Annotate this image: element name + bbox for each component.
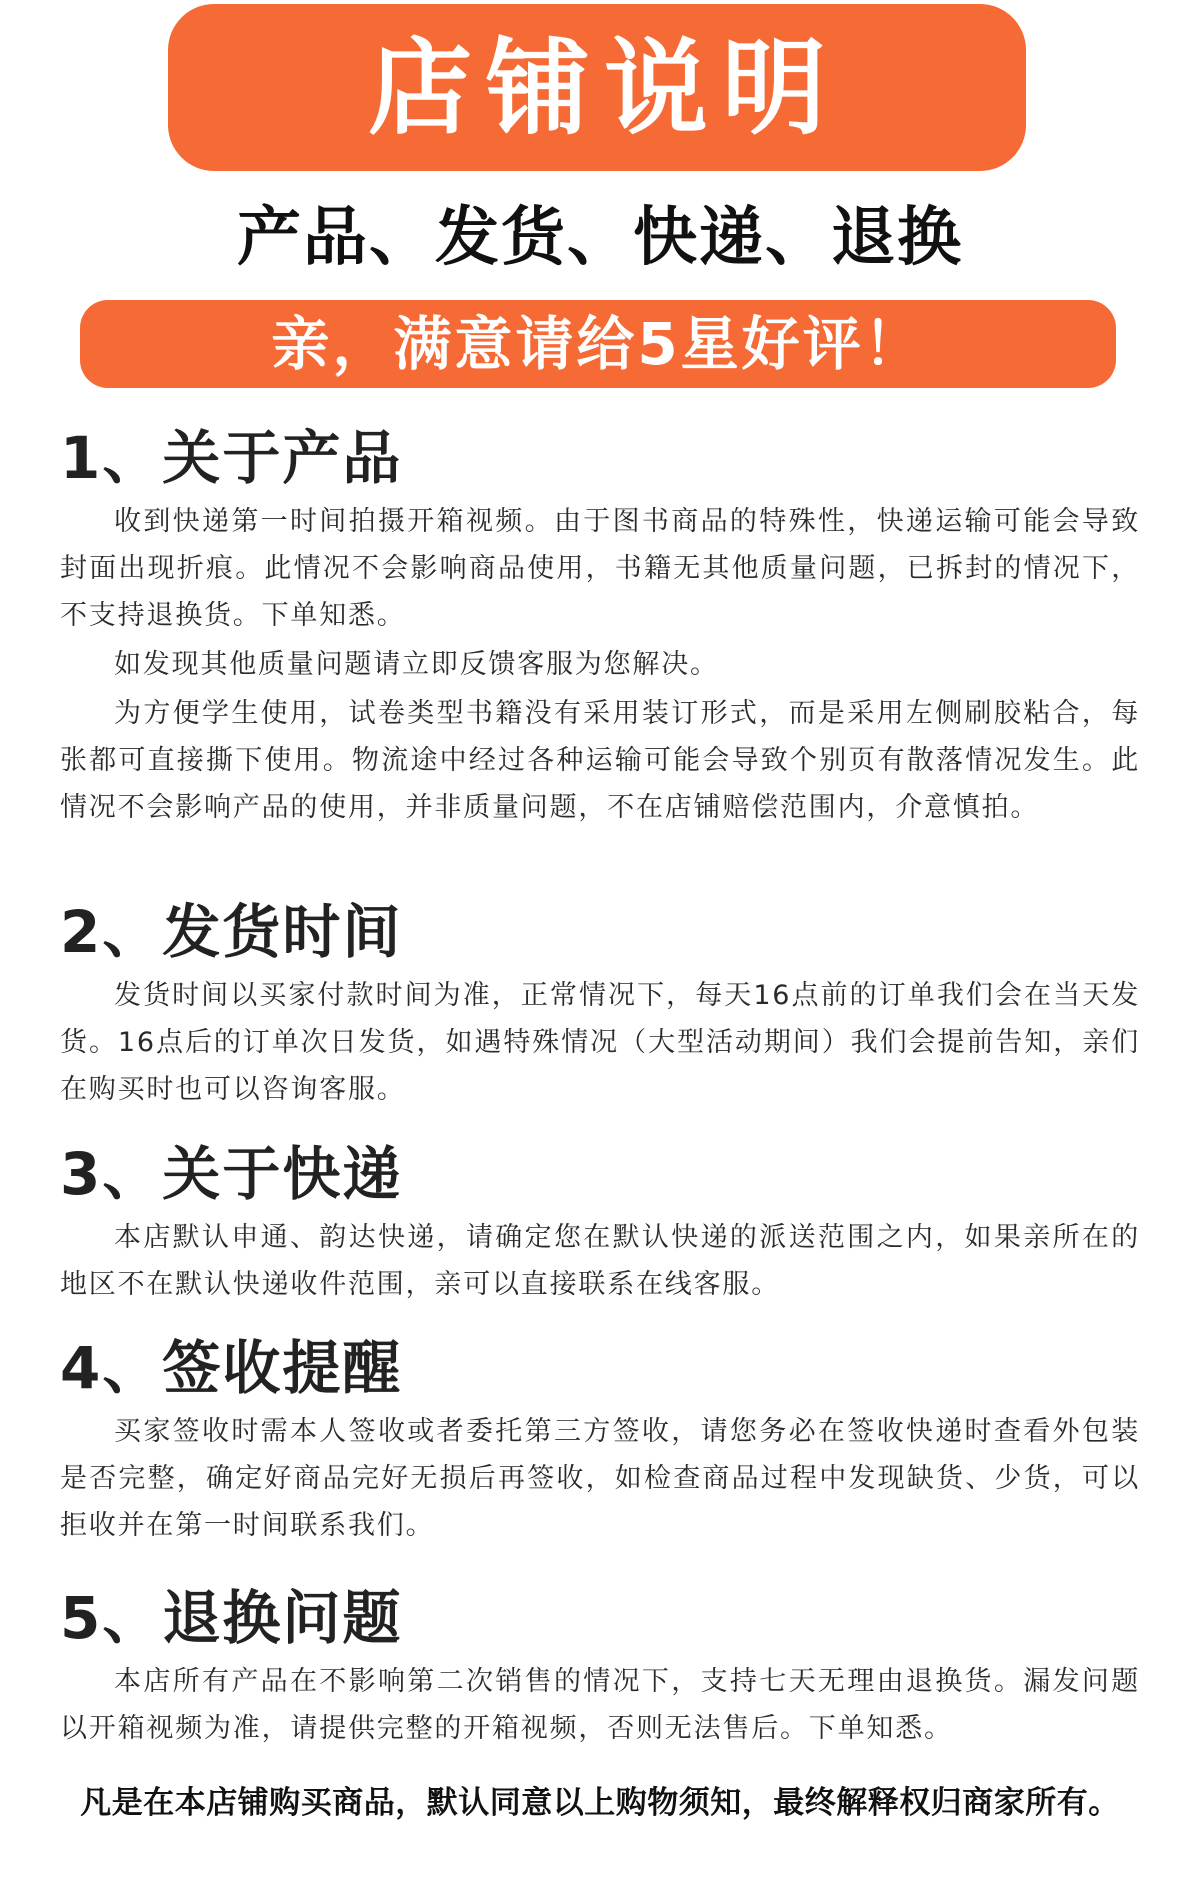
section-heading-shipping: 2、发货时间: [60, 898, 403, 966]
page-subtitle: 产品、发货、快递、退换: [237, 201, 963, 275]
section-paragraph: 收到快递第一时间拍摄开箱视频。由于图书商品的特殊性，快递运输可能会导致封面出现折痕。此情况不会影响商品使用，书籍无其他质量问题，已拆封的情况下，不支持退换货。下单知悉。: [60, 506, 1140, 631]
store-notice-title-banner: [168, 4, 1026, 171]
section-paragraph: 如发现其他质量问题请立即反馈客服为您解决。: [114, 649, 719, 680]
section-paragraph: 发货时间以买家付款时间为准，正常情况下，每天16点前的订单我们会在当天发货。16点后的订单次日发货，如遇特殊情况（大型活动期间）我们会提前告知，亲们在购买时也可以咨询客服。: [60, 980, 1140, 1105]
section-paragraph: 本店所有产品在不影响第二次销售的情况下，支持七天无理由退换货。漏发问题以开箱视频为准，请提供完整的开箱视频，否则无法售后。下单知悉。: [60, 1666, 1140, 1744]
section-heading-signing: 4、签收提醒: [60, 1334, 403, 1402]
section-returns: [60, 1580, 1140, 1752]
section-about-delivery: [60, 1136, 1140, 1308]
section-heading-delivery: 3、关于快递: [60, 1140, 403, 1208]
page-title: 店铺说明: [367, 26, 840, 149]
section-paragraph: 本店默认申通、韵达快递，请确定您在默认快递的派送范围之内，如果亲所在的地区不在默认快递收件范围，亲可以直接联系在线客服。: [60, 1222, 1140, 1300]
section-shipping-time: [60, 894, 1140, 1113]
section-paragraph: 买家签收时需本人签收或者委托第三方签收，请您务必在签收快递时查看外包装是否完整，确定好商品完好无损后再签收，如检查商品过程中发现缺货、少货，可以拒收并在第一时间联系我们。: [60, 1416, 1140, 1541]
review-prompt-banner: [80, 300, 1116, 388]
section-signing-reminder: [60, 1330, 1140, 1549]
section-about-products: [60, 420, 1140, 831]
section-heading-returns: 5、退换问题: [60, 1584, 403, 1652]
review-prompt-text: 亲，满意请给5星好评！: [271, 310, 925, 378]
footer-disclaimer: 凡是在本店铺购买商品，默认同意以上购物须知，最终解释权归商家所有。: [80, 1785, 1120, 1821]
section-heading-products: 1、关于产品: [60, 424, 403, 492]
section-paragraph: 为方便学生使用，试卷类型书籍没有采用装订形式，而是采用左侧刷胶粘合，每张都可直接撕下使用。物流途中经过各种运输可能会导致个别页有散落情况发生。此情况不会影响产品的使用，并非质量问题，不在店铺赔偿范围内，介意慎拍。: [60, 698, 1140, 823]
